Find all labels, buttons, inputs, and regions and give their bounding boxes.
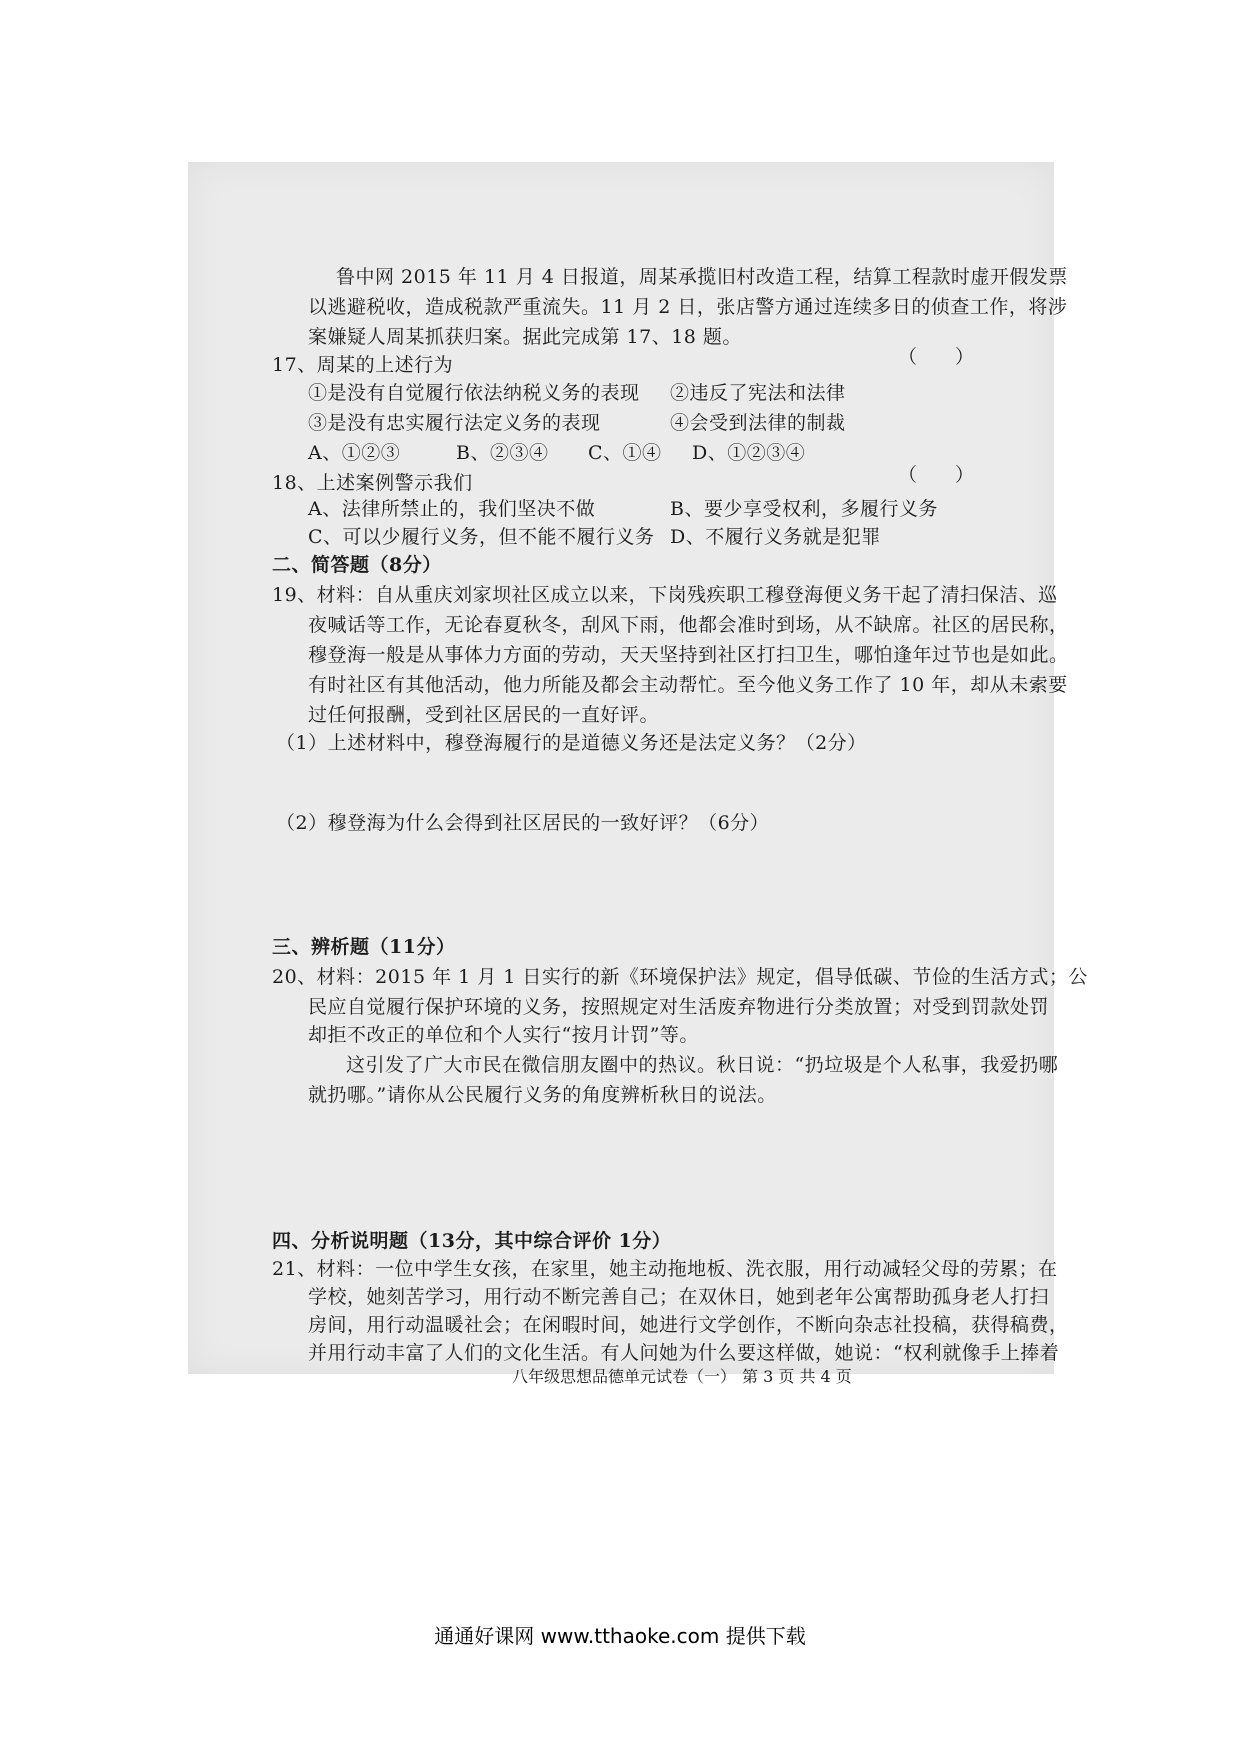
section-3-heading: 三、辨析题（11分） (272, 936, 456, 958)
q17-statement-1: ①是没有自觉履行依法纳税义务的表现 (308, 382, 640, 404)
q17-statement-3: ③是没有忠实履行法定义务的表现 (308, 412, 601, 434)
section-4-heading: 四、分析说明题（13分，其中综合评价 1分） (272, 1230, 672, 1252)
q19-line-1: 19、材料：自从重庆刘家坝社区成立以来，下岗残疾职工穆登海便义务干起了清扫保洁、巡 (272, 584, 1058, 606)
section-2-heading: 二、简答题（8分） (272, 554, 442, 576)
q21-line-4: 并用行动丰富了人们的文化生活。有人问她为什么要这样做，她说：“权利就像手上捧着 (308, 1342, 1060, 1364)
q19-line-4: 有时社区有其他活动，他力所能及都会主动帮忙。至今他义务工作了 10 年，却从未索要 (308, 674, 1068, 696)
q20-line-3: 却拒不改正的单位和个人实行“按月计罚”等。 (308, 1024, 699, 1046)
q18-option-b: B、要少享受权利，多履行义务 (670, 498, 938, 520)
q21-line-1: 21、材料：一位中学生女孩，在家里，她主动拖地板、洗衣服，用行动减轻父母的劳累；在 (272, 1258, 1058, 1280)
q18-option-a: A、法律所禁止的，我们坚决不做 (308, 498, 596, 520)
q18-option-d: D、不履行义务就是犯罪 (670, 526, 881, 548)
q19-line-3: 穆登海一般是从事体力方面的劳动，天天坚持到社区打扫卫生，哪怕逢年过节也是如此。 (308, 644, 1069, 666)
q18-answer-paren: （ ） (898, 464, 975, 486)
intro-line-3: 案嫌疑人周某抓获归案。据此完成第 17、18 题。 (308, 326, 742, 348)
q21-line-2: 学校，她刻苦学习，用行动不断完善自己；在双休日，她到老年公寓帮助孤身老人打扫 (308, 1286, 1050, 1308)
paper-footer-title: 八年级思想品德单元试卷（一） (512, 1367, 737, 1386)
intro-line-1: 鲁中网 2015 年 11 月 4 日报道，周某承揽旧村改造工程，结算工程款时虚开假发票 (336, 266, 1068, 288)
q17-option-c: C、①④ (588, 442, 662, 464)
q19-sub-2: （2）穆登海为什么会得到社区居民的一致好评？（6分） (276, 812, 770, 834)
q17-statement-2: ②违反了宪法和法律 (670, 382, 846, 404)
q20-line-1: 20、材料：2015 年 1 月 1 日实行的新《环境保护法》规定，倡导低碳、节俭的生活方式；公 (272, 966, 1088, 988)
q20-line-4: 这引发了广大市民在微信朋友圈中的热议。秋日说：“扔垃圾是个人私事，我爱扔哪 (346, 1054, 1059, 1076)
q18-option-c: C、可以少履行义务，但不能不履行义务 (308, 526, 655, 548)
download-source-note: 通通好课网 www.tthaoke.com 提供下载 (434, 1624, 806, 1648)
paper-footer-page-number: 第 3 页 共 4 页 (742, 1367, 852, 1386)
intro-line-2: 以逃避税收，造成税款严重流失。11 月 2 日，张店警方通过连续多日的侦查工作，将涉 (308, 296, 1068, 318)
q19-line-5: 过任何报酬，受到社区居民的一直好评。 (308, 704, 660, 726)
q19-line-2: 夜喊话等工作，无论春夏秋冬，刮风下雨，他都会准时到场，从不缺席。社区的居民称， (308, 614, 1069, 636)
q17-answer-paren: （ ） (898, 346, 975, 368)
q19-sub-1: （1）上述材料中，穆登海履行的是道德义务还是法定义务？（2分） (276, 732, 867, 754)
q17-stem: 17、周某的上述行为 (272, 354, 454, 376)
q17-option-d: D、①②③④ (692, 442, 806, 464)
q17-statement-4: ④会受到法律的制裁 (670, 412, 846, 434)
q18-stem: 18、上述案例警示我们 (272, 472, 473, 494)
q17-option-b: B、②③④ (456, 442, 549, 464)
q20-line-2: 民应自觉履行保护环境的义务，按照规定对生活废弃物进行分类放置；对受到罚款处罚 (308, 996, 1050, 1018)
q17-option-a: A、①②③ (308, 442, 401, 464)
q21-line-3: 房间，用行动温暖社会；在闲暇时间，她进行文学创作，不断向杂志社投稿，获得稿费， (308, 1314, 1069, 1336)
q20-line-5: 就扔哪。”请你从公民履行义务的角度辨析秋日的说法。 (308, 1084, 777, 1106)
